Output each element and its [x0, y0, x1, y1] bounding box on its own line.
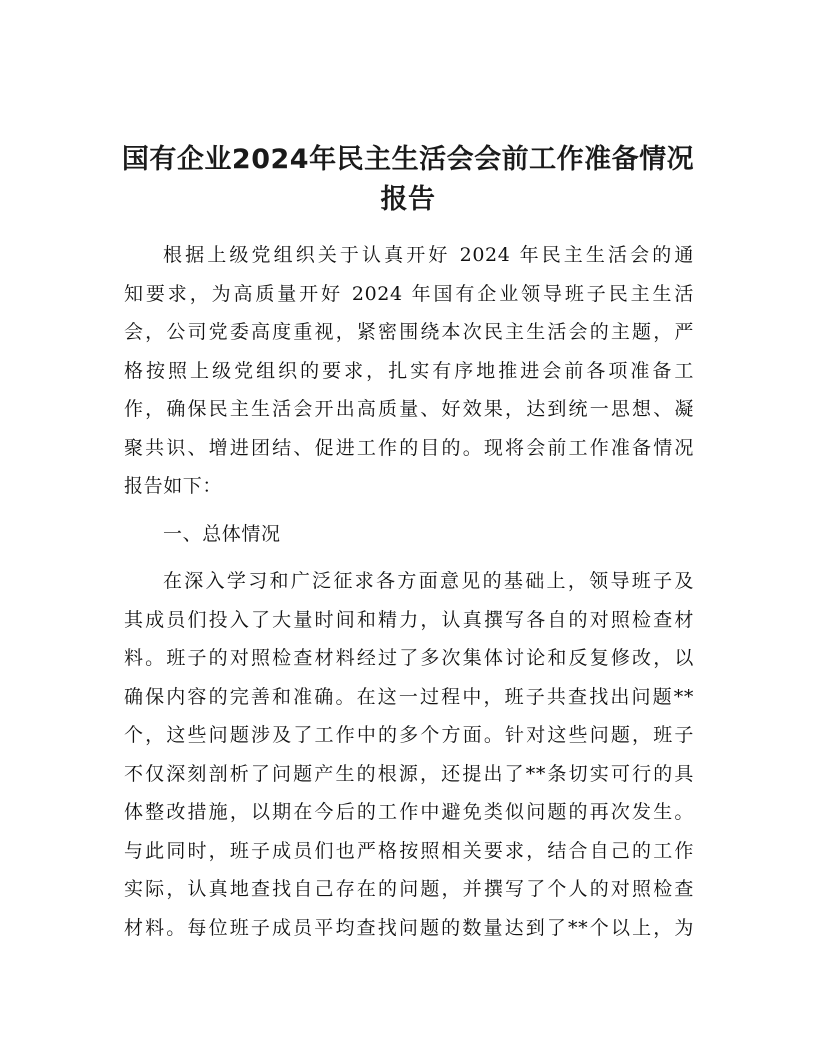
- title-line-1: 国有企业2024年民主生活会会前工作准备情况: [121, 144, 695, 175]
- paragraph-line: 会，公司党委高度重视，紧密围绕本次民主生活会的主题，严: [124, 321, 694, 343]
- paragraph-overall: [124, 562, 694, 947]
- paragraph-line: 确保内容的完善和准确。在这一过程中，班子共查找出问题**: [124, 685, 694, 708]
- paragraph-line: 不仅深刻剖析了问题产生的根源，还提出了**条切实可行的具: [124, 762, 694, 785]
- document-title: [110, 140, 706, 220]
- paragraph-intro: [124, 236, 694, 506]
- paragraph-line: 聚共识、增进团结、促进工作的目的。现将会前工作准备情况: [124, 436, 694, 459]
- paragraph-line: 体整改措施，以期在今后的工作中避免类似问题的再次发生。: [124, 801, 694, 823]
- paragraph-line: 与此同时，班子成员们也严格按照相关要求，结合自己的工作: [124, 839, 694, 862]
- paragraph-line: 知要求，为高质量开好 2024 年国有企业领导班子民主生活: [124, 282, 694, 305]
- paragraph-line: 作，确保民主生活会开出高质量、好效果，达到统一思想、凝: [124, 398, 694, 420]
- paragraph-line: 报告如下：: [124, 475, 223, 497]
- paragraph-line: 个，这些问题涉及了工作中的多个方面。针对这些问题，班子: [124, 724, 694, 746]
- paragraph-line: 材料。每位班子成员平均查找问题的数量达到了**个以上，为: [124, 916, 694, 939]
- title-line-2: 报告: [380, 184, 436, 215]
- paragraph-line: 实际，认真地查找自己存在的问题，并撰写了个人的对照检查: [124, 878, 694, 900]
- paragraph-line: 料。班子的对照检查材料经过了多次集体讨论和反复修改，以: [124, 647, 694, 669]
- document-body: [124, 236, 694, 947]
- paragraph-line: 在深入学习和广泛征求各方面意见的基础上，领导班子及: [163, 570, 694, 592]
- paragraph-line: 格按照上级党组织的要求，扎实有序地推进会前各项准备工: [124, 359, 694, 382]
- paragraph-line: 根据上级党组织关于认真开好 2024 年民主生活会的通: [163, 244, 694, 266]
- section-heading-overall: 一、总体情况: [163, 522, 281, 545]
- paragraph-line: 其成员们投入了大量时间和精力，认真撰写各自的对照检查材: [124, 608, 694, 631]
